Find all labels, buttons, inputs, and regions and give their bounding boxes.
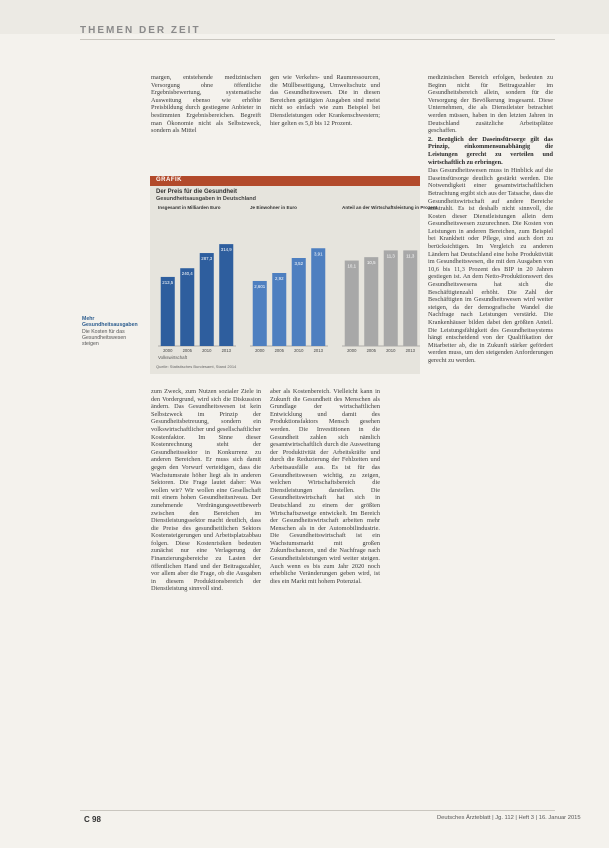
bar: [219, 244, 233, 346]
bar: [311, 248, 325, 346]
bar-value-label: 10,1: [347, 263, 357, 269]
category-tick-label: 2013: [405, 348, 415, 353]
chart-tag-label: GRAFIK: [156, 177, 182, 183]
category-tick-label: 2005: [366, 348, 376, 353]
bar: [345, 261, 359, 346]
category-tick-label: 2013: [313, 348, 323, 353]
bar-value-label: 314,9: [220, 247, 232, 253]
body-paragraph: aber als Kostenbereich. Vielleicht kann in Zukunft die Gesundheit des Menschen als Grundlage der wirtschaftlichen Entwicklung und damit des Produktionsfaktors Mensch gesehen werden. Die Investitionen in die Gesundheit zahlen sich nämlich gesamtwirtschaftlich durch die Ausweitung der Produktivität der Arbeitskräfte und durch die Reduzierung der Fehlzeiten und Arbeitsausfälle aus. Es ist für das Gesundheitswesen wichtig, zu zeigen, welchen Wirtschaftsbereich die Dienstleistungen darstellen. Die Gesundheitswirtschaft hat sich in Deutschland zu einem der größten Wirtschaftszweige entwickelt. Im Bereich der Gesundheitswirtschaft arbeiten mehr Menschen als in der Automobilindustrie. Die Gesundheitswirtschaft ist ein Wachstumsmarkt mit großen Zukunftschancen, und die Nachfrage nach Gesundheitsleistungen wird weiter steigen. Auch wenn es bis zum Jahr 2020 noch erhebliche Veränderungen geben wird, ist dies ein Markt mit hohem Potenzial.: [270, 388, 380, 585]
bar: [292, 258, 306, 346]
bar-value-label: 2,601: [254, 283, 266, 289]
category-tick-label: 2010: [294, 348, 304, 353]
body-paragraph: medizinischen Bereich erfolgen, bedeuten zu Beginn nicht für Beitragszahler im Gesundheitsbereich allein, sondern für die Versorgung der Bevölkerung insgesamt. Diese Unternehmen, die als Dienstleister betrachtet werden müssen, haben in den letzten Jahren in Deutschland zusätzliche Arbeitsplätze geschaffen.: [428, 74, 553, 135]
journal-footer: Deutsches Ärzteblatt | Jg. 112 | Heft 3 | 16. Januar 2015: [437, 815, 581, 821]
bar-value-label: 240,4: [181, 271, 193, 277]
page-number: C 98: [84, 815, 101, 824]
bar: [253, 281, 267, 346]
column-2-bottom: [270, 388, 380, 796]
bar: [272, 273, 286, 346]
chart-source: Quelle: Statistisches Bundesamt, Stand 2014: [156, 364, 237, 369]
chart-plot: [150, 176, 438, 374]
bar: [364, 257, 378, 346]
category-tick-label: 2000: [347, 348, 357, 353]
figure-caption: [82, 316, 144, 347]
panel-title: Je Einwohner in Euro: [250, 205, 297, 210]
category-tick-label: 2010: [386, 348, 396, 353]
category-tick-label: 2000: [163, 348, 173, 353]
bar: [403, 250, 417, 346]
bar: [180, 268, 194, 346]
column-2-top: [270, 74, 380, 174]
rubric-divider: [80, 39, 555, 40]
bar-value-label: 287,3: [201, 256, 213, 262]
footer-divider: [80, 810, 555, 811]
bar-value-label: 3,52: [294, 261, 304, 266]
panel-title: Insgesamt in Milliarden Euro: [158, 205, 221, 210]
category-tick-label: 2010: [202, 348, 212, 353]
body-paragraph: gen wie Verkehrs- und Raumressourcen, die Müllbeseitigung, Umweltschutz und das Gesundheitswesen. Die in diesen Bereichen getätigten Ausgaben sind meist nicht so einfach wie zum Beispiel bei Dienstleistungen oder Krankenschwestern; hier gelten es 5,8 bis 12 Prozent.: [270, 74, 380, 127]
column-1-top: [151, 74, 261, 174]
body-paragraph: Das Gesundheitswesen muss in Hinblick auf die Daseinsfürsorge deutlich gestärkt werden. Die Notwendigkeit einer gesamtwirtschaftlichen Betrachtung ergibt sich aus der Tatsache, dass die Gesundheitswirtschaft auf andere Bereiche ausstrahlt. Es ist deshalb nicht sinnvoll, die Kosten dieser Dienstleistungen allein dem Gesundheitswesen zuzurechnen. Die Kosten von Leistungen in anderen Bereichen, zum Beispiel bei Krankheit oder Pflege, sind auch dort zu berücksichtigen. Im Vergleich zu anderen Ländern hat Deutschland eine hohe Produktivität im Gesundheitswesen, die mit den Ausgaben von 10,6 bis 11,3 Prozent des BIP in 20 Jahren gestiegen ist. An dem Netto-Produktionswert des Gesundheitswesens hat sich die Beschäftigtenzahl erhöht. Die Zahl der Beschäftigten im Gesundheitswesen wird weiter steigen, da der demografische Wandel die Nachfrage nach Leistungen verstärkt. Die Krankenhäuser bilden dabei den größten Anteil. Die Leistungsfähigkeit des Gesundheitssystems hängt entscheidend von der Qualifikation der Mitarbeiter ab, die in Zukunft stärker gefördert werden muss, um den steigenden Anforderungen gerecht zu werden.: [428, 167, 553, 364]
caption-text: Die Kosten für das Gesundheitswesen steigen: [82, 328, 127, 348]
health-expenditure-chart: [150, 176, 438, 374]
column-1-bottom: [151, 388, 261, 796]
bar-value-label: 11,3: [386, 253, 395, 259]
category-tick-label: 2005: [274, 348, 284, 353]
chart-footer-label: Volkswirtschaft: [158, 355, 188, 360]
panel-title: Anteil an der Wirtschaftsleistung in Prozent: [342, 205, 438, 210]
bar: [384, 250, 398, 346]
caption-title: Mehr Gesundheitsausgaben: [82, 316, 138, 329]
body-paragraph: zum Zweck, zum Nutzen sozialer Ziele in den Vordergrund, wird sich die Diskussion ändern. Das Gesundheitswesen ist kein Selbstzweck im Prinzip der Gesundheitsbetreuung, sondern ein volkswirtschaftlicher und gesellschaftlicher Kostenfaktor. Im Sinne dieser Kostenrechnung steht der Gesundheitssektor in Konkurrenz zu anderen Bereichen. Er muss sich damit gegen den Vorwurf verteidigen, dass die Wachstumsrate höher liegt als in anderen Sektoren. Die Frage lautet daher: Was wollen wir? Wir wollen eine Gesellschaft mit einem hohen Gesundheitsniveau. Der zunehmende Verdrängungswettbewerb zwischen den Bereichen im Dienstleistungssektor macht deutlich, dass die Preise des gesundheitlichen Sektors Kostensteigerungen und Arbeitsplatzabbau folgen. Diese Kostenrisiken bedeuten zunächst nur eine Verlagerung der Finanzierungsbereiche zu Lasten der öffentlichen Hand und der Beitragszahler, vor allem aber die Frage, ob die Ausgaben in diesem Produktionsbereich der Dienstleistung sinnvoll sind.: [151, 388, 261, 593]
bar-value-label: 2,92: [274, 276, 284, 281]
bar-value-label: 213,5: [162, 279, 174, 285]
column-3: [428, 74, 553, 796]
bar: [200, 253, 214, 346]
category-tick-label: 2013: [221, 348, 231, 353]
category-tick-label: 2005: [182, 348, 192, 353]
bar-value-label: 11,3: [406, 253, 415, 259]
chart-title: Der Preis für die Gesundheit: [156, 189, 238, 195]
chart-subtitle: Gesundheitsausgaben in Deutschland: [156, 196, 256, 202]
numbered-heading: 2. Bezüglich der Daseinsfürsorge gilt das Prinzip, einkommensunabhängig die Leistungen gerecht zu verteilen und wirtschaftlich zu erbringen.: [428, 135, 553, 166]
section-rubric: THEMEN DER ZEIT: [80, 25, 201, 36]
body-paragraph: margen, entstehende medizinischen Versorgung ohne öffentliche Ergebnisbewertung, systematische Ausweitung ebenso wie erhöhte Preisbildung durch gestiegene Anbieter in bestimmten Ergebnisbereichen. Begreift man Ökonomie nicht als Selbstzweck, sondern als Mittel: [151, 74, 261, 135]
bar-value-label: 10,5: [366, 260, 376, 266]
category-tick-label: 2000: [255, 348, 265, 353]
bar: [161, 277, 175, 346]
bar-value-label: 3,91: [313, 251, 323, 257]
